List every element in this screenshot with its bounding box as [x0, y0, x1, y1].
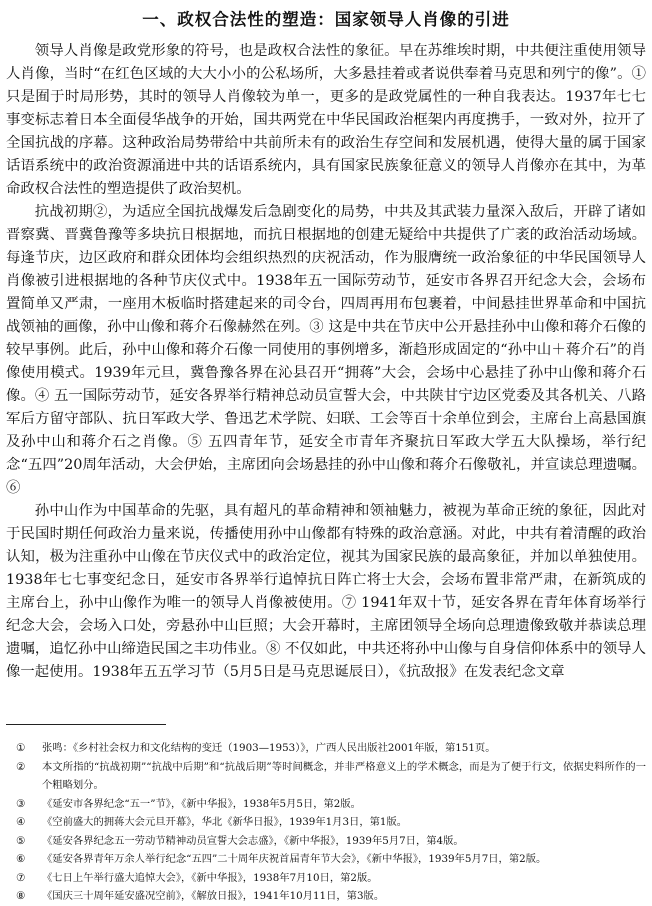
footnote: [6, 850, 646, 869]
footnote-text: 《空前盛大的拥蒋大会元旦开幕》，华北《新华日报》，1939年1月3日，第1版。: [42, 816, 408, 828]
footnote-text: 《延安各界青年万余人举行纪念“五四”二十周年庆祝首届青年节大会》，《新中华报》，1939年5月7日，第2版。: [42, 853, 547, 865]
footnote: [6, 832, 646, 851]
paragraph: 孙中山作为中国革命的先驱，具有超凡的革命精神和领袖魅力，被视为革命正统的象征，因此对于民国时期任何政治力量来说，传播使用孙中山像都有特殊的政治意涵。对此，中共有着清醒的政治认知，极为注重孙中山像在节庆仪式中的政治定位，视其为国家民族的最高象征，并加以单独使用。1938年七七事变纪念日，延安市各界举行追悼抗日阵亡将士大会，会场布置非常严肃，在新筑成的主席台上，孙中山像作为唯一的领导人肖像被使用。⑦ 1941年双十节，延安各界在青年体育场举行纪念大会，会场入口处，旁悬孙中山巨照；大会开幕时，主席团领导全场向总理遗像致敬并恭读总理遗嘱，追忆孙中山缔造民国之丰功伟业。⑧ 不仅如此，中共还将孙中山像与自身信仰体系中的领导人像一起使用。1938年五五学习节（5月5日是马克思诞辰日），《抗敌报》在发表纪念文章: [6, 503, 646, 680]
footnote-number: ⑤: [16, 834, 26, 847]
footnote-number: ④: [16, 816, 26, 828]
footnote: [6, 887, 646, 906]
section-title: 一、政权合法性的塑造：国家领导人肖像的引进: [142, 10, 510, 29]
footnote-text: 《国庆三十周年延安盛况空前》，《解放日报》，1941年10月11日，第3版。: [42, 890, 385, 902]
footnote-number: ⑥: [16, 853, 26, 865]
footnote: [6, 813, 646, 832]
footnote-number: ⑦: [16, 871, 26, 884]
footnote-text: 《延安市各界纪念“五一”节》，《新中华报》，1938年5月5日，第2版。: [42, 797, 361, 810]
footnote: [6, 758, 646, 795]
footnote-number: ①: [16, 742, 26, 754]
body-text: [6, 40, 646, 684]
footnote-number: ⑧: [16, 890, 26, 902]
footnote: [6, 739, 646, 758]
footnote-text: 本文所指的“抗战初期”“抗战中后期”和“抗战后期”等时间概念，并非严格意义上的学术概念，而是为了便于行文，依据史料所作的一个粗略划分。: [42, 760, 646, 791]
footnote-text: 张鸣：《乡村社会权力和文化结构的变迁（1903—1953）》，广西人民出版社2001年版，第151页。: [42, 742, 496, 754]
paragraph: 抗战初期②，为适应全国抗战爆发后急剧变化的局势，中共及其武装力量深入敌后，开辟了诸如晋察冀、晋冀鲁豫等多块抗日根据地，而抗日根据地的创建无疑给中共提供了广袤的政治活动场域。每逢节庆，边区政府和群众团体均会组织热烈的庆祝活动，作为服膺统一政治象征的中华民国领导人肖像被引进根据地的各种节庆仪式中。1938年五一国际劳动节，延安市各界召开纪念大会，会场布置简单又严肃，一座用木板临时搭建起来的司令台，四周再用布包裹着，中间悬挂世界革命和中国抗战领袖的画像，孙中山像和蒋介石像赫然在列。③ 这是中共在节庆中公开悬挂孙中山像和蒋介石像的较早事例。此后，孙中山像和蒋介石像一同使用的事例增多，渐趋形成固定的“孙中山＋蒋介石”的肖像使用模式。1939年元旦，冀鲁豫各界在沁县召开“拥蒋”大会，会场中心悬挂了孙中山像和蒋介石像。④ 五一国际劳动节，延安各界举行精神总动员宣誓大会，中共陕甘宁边区党委及其各机关、八路军后方留守部队、抗日军政大学、鲁迅艺术学院、妇联、工会等百十余单位到会，主席台上高悬国旗及孙中山和蒋介石之肖像。⑤ 五四青年节，延安全市青年齐聚抗日军政大学五大队操场，举行纪念“五四”20周年活动，大会伊始，主席团向会场悬挂的孙中山像和蒋介石像敬礼，并宣读总理遗嘱。⑥: [6, 204, 646, 496]
footnote-number: ③: [16, 797, 26, 810]
footnote-number: ②: [16, 760, 26, 773]
footnotes: [6, 739, 646, 906]
paragraph: 领导人肖像是政党形象的符号，也是政权合法性的象征。早在苏维埃时期，中共便注重使用领导人肖像，当时“在红色区域的大大小小的公私场所，大多悬挂着或者说供奉着马克思和列宁的像”。① 只是囿于时局形势，其时的领导人肖像较为单一，更多的是政党属性的一种自我表达。1937年七七事变标志着日本全面侵华战争的开始，国共两党在中华民国政治框架内再度携手，一致对外，拉开了全国抗战的序幕。这种政治局势带给中共前所未有的政治生存空间和发展机遇，使得大量的属于国家话语系统中的政治资源涌进中共的话语系统内，具有国家民族象征意义的领导人肖像亦在其中，为革命政权合法性的塑造提供了政治契机。: [6, 43, 646, 197]
footnote-divider: [6, 724, 166, 725]
footnote-text: 《七日上午举行盛大追悼大会》，《新中华报》，1938年7月10日，第2版。: [42, 871, 378, 884]
footnote-text: 《延安各界纪念五一劳动节精神动员宣誓大会志盛》，《新中华报》，1939年5月7日，第4版。: [42, 834, 464, 847]
footnote: [6, 869, 646, 888]
footnote: [6, 795, 646, 814]
